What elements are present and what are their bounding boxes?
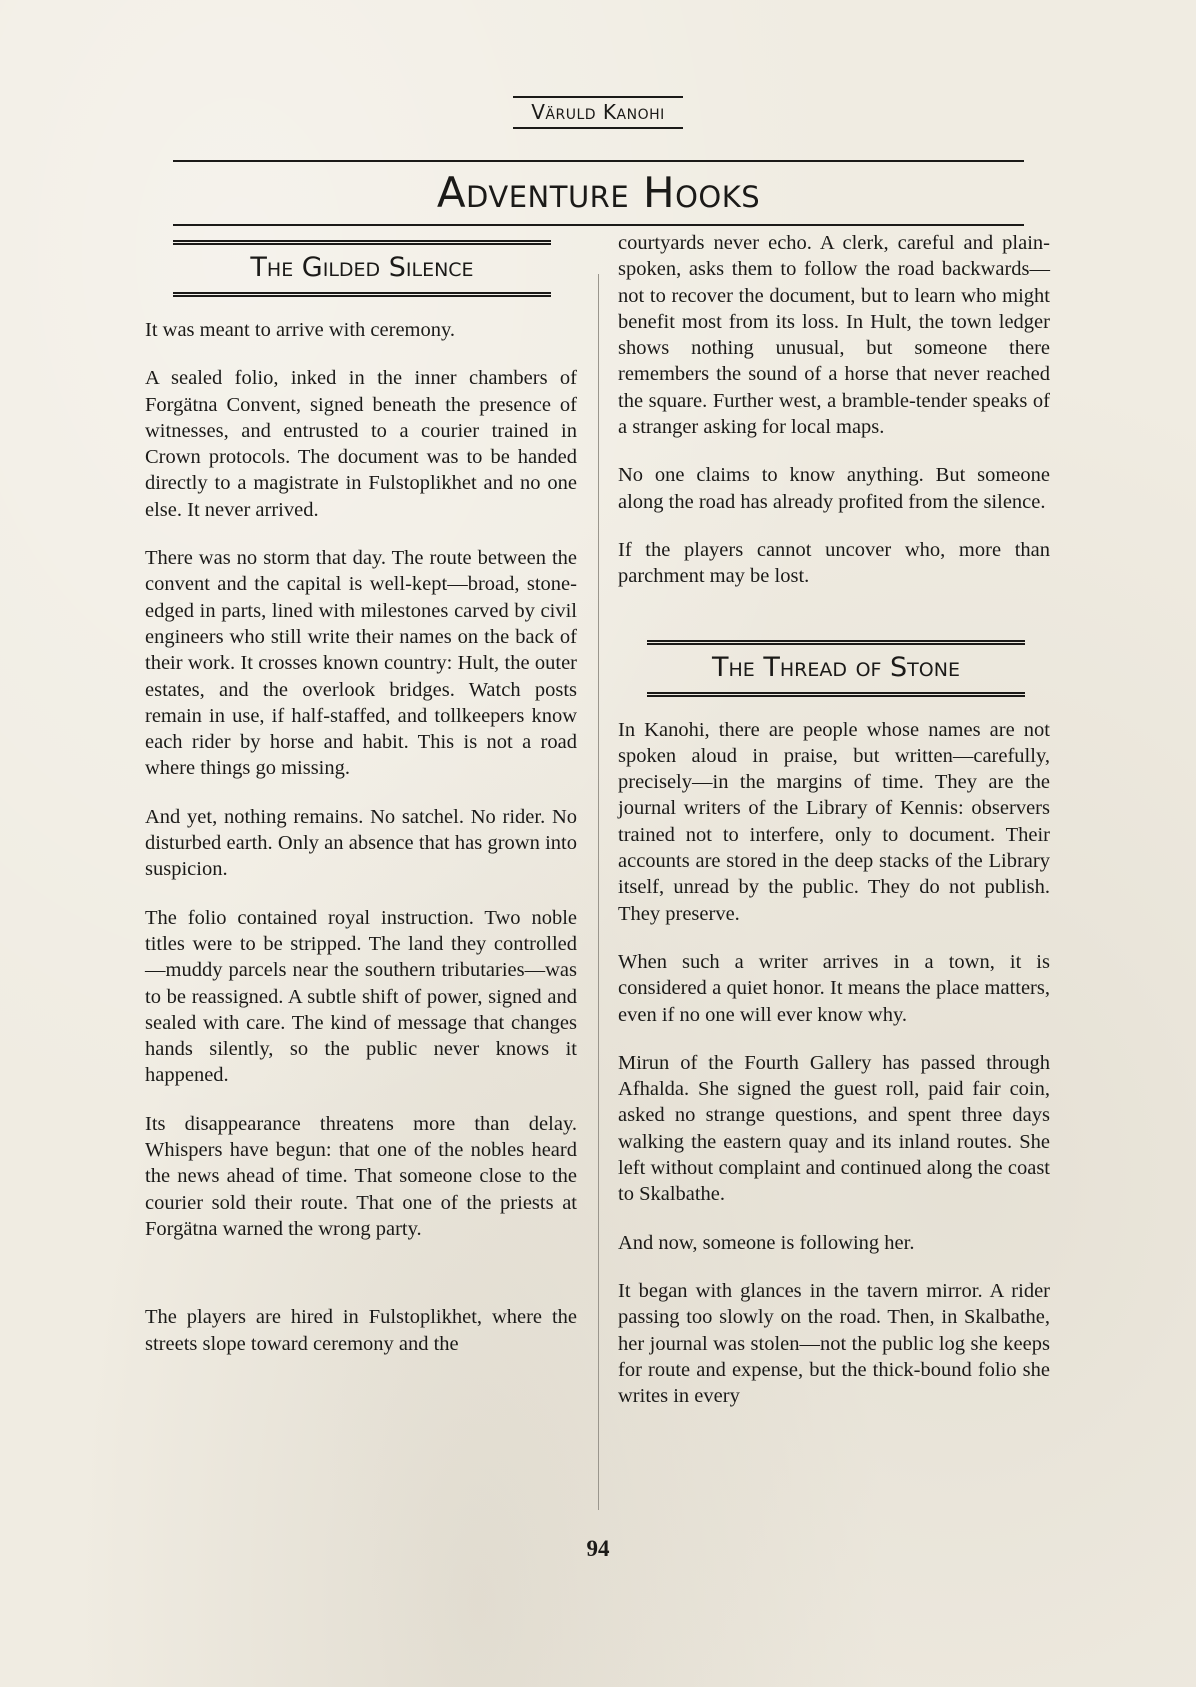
running-head [0, 96, 1196, 129]
paragraph: The players are hired in Fulstoplikhet, where the streets slope toward ceremony and the [145, 1306, 577, 1355]
column-divider [598, 274, 599, 1510]
paragraph: A sealed folio, inked in the inner chambers of Forgätna Convent, signed beneath the presence of witnesses, and entrusted to a courier trained in Crown protocols. The document was to be handed directly to a magistrate in Fulstoplikhet and no one else. It never arrived. [145, 367, 577, 521]
paragraph: In Kanohi, there are people whose names are not spoken aloud in praise, but written—carefully, precisely—in the margins of time. They are the journal writers of the Library of Kennis: observers trained not to interfere, only to document. Their accounts are stored in the deep stacks of the Library itself, unread by the public. They do not publish. They preserve. [618, 718, 1050, 925]
left-column [145, 240, 577, 1379]
paragraph: The folio contained royal instruction. Two noble titles were to be stripped. The land they controlled—muddy parcels near the southern tributaries—was to be reassigned. A subtle shift of power, signed and sealed with care. The kind of message that changes hands silently, so the public never knows it happened. [145, 906, 577, 1087]
spacer [145, 1264, 577, 1304]
paragraph: It was meant to arrive with ceremony. [145, 319, 456, 341]
paragraph: No one claims to know anything. But someone along the road has already profited from the silence. [618, 464, 1050, 513]
page-number: 94 [586, 1536, 610, 1561]
section-title-thread-of-stone: The Thread of Stone [647, 640, 1025, 697]
paragraph: Its disappearance threatens more than delay. Whispers have begun: that one of the nobles heard the news ahead of time. That someone close to the courier sold their route. That one of the priests at Forgätna warned the wrong party. [145, 1112, 577, 1240]
paragraph: There was no storm that day. The route between the convent and the capital is well-kept—broad, stone-edged in parts, lined with milestones carved by civil engineers who still write their names on the back of their work. It crosses known country: Hult, the outer estates, and the overlook bridges. Watch posts remain in use, if half-staffed, and tollkeepers know each rider by horse and habit. This is not a road where things go missing. [145, 547, 577, 780]
paragraph: Mirun of the Fourth Gallery has passed through Afhalda. She signed the guest roll, paid fair coin, asked no strange questions, and spent three days walking the eastern quay and its inland routes. She left without complaint and continued along the coast to Skalbathe. [618, 1051, 1050, 1206]
paragraph: And yet, nothing remains. No satchel. No rider. No disturbed earth. Only an absence that has grown into suspicion. [145, 805, 577, 881]
running-head-text: Väruld Kanohi [513, 96, 683, 129]
section-title-gilded-silence: The Gilded Silence [173, 240, 551, 297]
paragraph: When such a writer arrives in a town, it is considered a quiet honor. It means the place matters, even if no one will ever know why. [618, 950, 1050, 1026]
right-column [618, 230, 1050, 1431]
paragraph: It began with glances in the tavern mirror. A rider passing too slowly on the road. Then, in Skalbathe, her journal was stolen—not the public log she keeps for route and expense, but the thick-bound folio she writes in every [618, 1279, 1050, 1408]
paragraph: If the players cannot uncover who, more than parchment may be lost. [618, 538, 1050, 588]
paragraph: courtyards never echo. A clerk, careful and plain-spoken, asks them to follow the road backwards—not to recover the document, but to learn who might benefit most from its loss. In Hult, the town ledger shows nothing unusual, but someone there remembers the sound of a horse that never reached the square. Further west, a bramble-tender speaks of a stranger asking for local maps. [618, 232, 1050, 439]
chapter-title: Adventure Hooks [173, 160, 1024, 226]
paragraph: And now, someone is following her. [618, 1231, 915, 1254]
